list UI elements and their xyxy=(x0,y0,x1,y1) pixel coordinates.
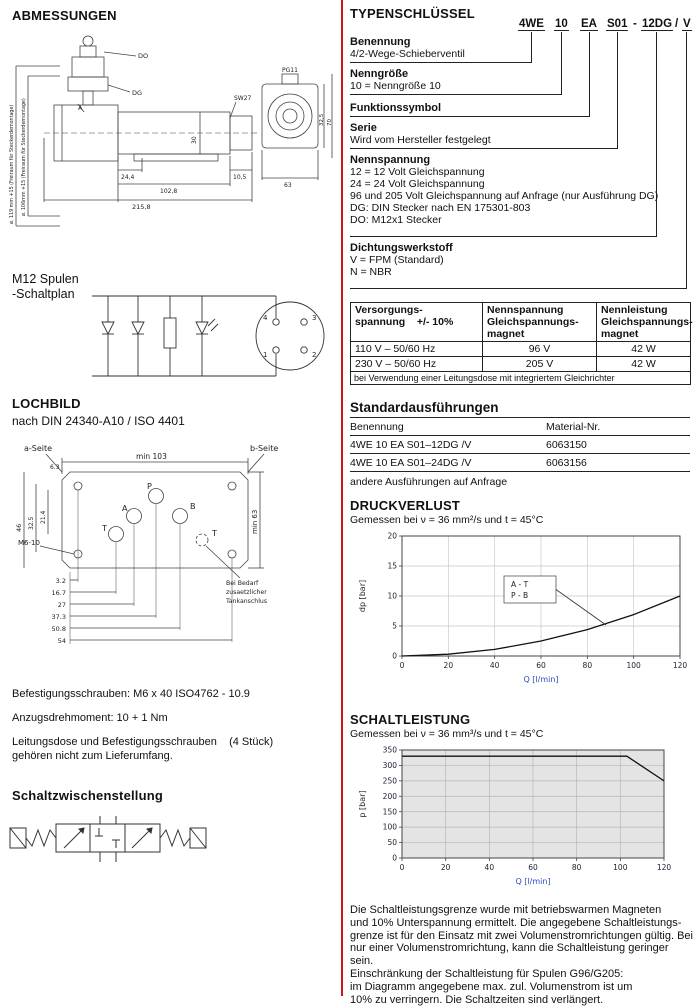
dim-label: 27 xyxy=(57,601,66,609)
pg11-label: PG11 xyxy=(282,67,298,74)
code-separator: - xyxy=(633,18,637,30)
dim-label: 70 xyxy=(327,119,333,126)
table-rule xyxy=(350,417,690,418)
nennspannung-line: DO: M12x1 Stecker xyxy=(350,214,442,226)
svg-text:250: 250 xyxy=(382,776,397,786)
schaltzwischenstellung-title: Schaltzwischenstellung xyxy=(12,788,164,803)
code-connector-line xyxy=(686,32,687,288)
svg-text:100: 100 xyxy=(613,863,628,872)
header-cell: magnet xyxy=(601,328,639,340)
svg-text:15: 15 xyxy=(387,561,397,571)
code-connector-line xyxy=(617,32,618,148)
lochbild-title: LOCHBILD xyxy=(12,396,81,411)
svg-text:20: 20 xyxy=(443,661,454,670)
standard-row-name: 4WE 10 EA S01–12DG /V xyxy=(350,439,472,451)
nennspannung-line: 96 und 205 Volt Gleichspannung auf Anfrage (nur Ausführung DG) xyxy=(350,190,659,202)
svg-text:40: 40 xyxy=(484,863,495,872)
pin-label: 3 xyxy=(312,314,317,322)
code-part-10: 10 xyxy=(555,18,568,30)
section-rule xyxy=(350,288,687,289)
table-rule xyxy=(350,435,690,436)
section-rule xyxy=(350,94,562,95)
dim-label: 32,5 xyxy=(319,113,325,126)
dim-label: 54 xyxy=(57,637,66,645)
svg-text:P - B: P - B xyxy=(511,591,529,600)
dim-label: 46 xyxy=(15,523,23,532)
svg-text:50: 50 xyxy=(387,838,397,848)
section-rule xyxy=(350,148,618,149)
header-cell: Nennleistung xyxy=(601,304,668,316)
freiraum-label: ø. 119 mm +15 (Freiraum für Steckerdemontage) xyxy=(10,104,15,224)
do-label: DO xyxy=(138,52,149,60)
nennspannung-line: 12 = 12 Volt Gleichspannung xyxy=(350,166,485,178)
m6-label: M6-10 xyxy=(18,539,40,547)
explanation-line: Die Schaltleistungsgrenze wurde mit betriebswarmen Magneten xyxy=(350,904,662,916)
standardausfuehrungen-title: Standardausführungen xyxy=(350,400,499,415)
port-label: T xyxy=(102,524,107,533)
header-cell: spannung +/- 10% xyxy=(355,316,454,328)
standard-note: andere Ausführungen auf Anfrage xyxy=(350,476,508,488)
explanation-line: im Diagramm angegebene max. zul. Volumenstrom ist um xyxy=(350,980,633,993)
svg-text:150: 150 xyxy=(382,807,397,817)
funktionssymbol-label: Funktionssymbol xyxy=(350,102,442,114)
code-part-4we: 4WE xyxy=(519,18,544,30)
voltage-table-header xyxy=(351,303,691,342)
dim-label: 21.4 xyxy=(40,510,47,524)
pin-label: 4 xyxy=(263,314,268,322)
section-rule xyxy=(350,116,590,117)
a-seite-label: a-Seite xyxy=(24,444,53,453)
code-part-12dg: 12DG xyxy=(642,18,673,30)
code-connector-line xyxy=(531,32,532,62)
svg-text:20: 20 xyxy=(387,531,397,541)
schaltleistung-subtitle: Gemessen bei ν = 36 mm³/s und t = 45°C xyxy=(350,728,544,740)
sw27-label: SW27 xyxy=(234,95,252,102)
dichtung-line: V = FPM (Standard) xyxy=(350,254,444,266)
svg-text:100: 100 xyxy=(626,661,641,670)
dim-label: 6.3 xyxy=(50,464,60,471)
column-divider xyxy=(341,0,343,996)
mounting-screws-note: Befestigungsschrauben: M6 x 40 ISO4762 - 10.9 xyxy=(12,688,250,700)
dim-label: 102,8 xyxy=(160,188,178,195)
port-label: B xyxy=(190,502,196,511)
dim-label: 63 xyxy=(284,182,292,189)
header-cell: Versorgungs- xyxy=(355,304,423,316)
header-cell: Gleichspannungs- xyxy=(487,316,579,328)
svg-text:Q [l/min]: Q [l/min] xyxy=(515,877,551,886)
tank-note-line: Bei Bedarf xyxy=(226,580,259,587)
dim-label: 37.3 xyxy=(51,613,66,621)
dichtung-line: N = NBR xyxy=(350,266,392,278)
voltage-table-footer xyxy=(351,372,691,385)
code-connector-line xyxy=(656,32,657,236)
standard-row-number: 6063150 xyxy=(546,439,587,451)
header-cell: Nennspannung xyxy=(487,304,564,316)
pin-label: 1 xyxy=(263,351,268,359)
svg-text:0: 0 xyxy=(399,661,405,670)
dim-label: 32.5 xyxy=(28,516,35,530)
cell: 42 W xyxy=(597,342,691,357)
code-connector-line xyxy=(589,32,590,116)
code-separator: / xyxy=(675,18,679,30)
cell: 205 V xyxy=(483,357,597,372)
a-label: A xyxy=(78,104,83,112)
scope-note-line2: gehören nicht zum Lieferumfang. xyxy=(12,750,173,762)
svg-text:60: 60 xyxy=(528,863,538,872)
svg-text:60: 60 xyxy=(536,661,546,670)
svg-text:0: 0 xyxy=(399,863,405,872)
m12-label-line2: -Schaltplan xyxy=(12,287,75,301)
dichtungswerkstoff-label: Dichtungswerkstoff xyxy=(350,242,453,254)
svg-text:100: 100 xyxy=(382,822,397,832)
nennspannung-line: DG: DIN Stecker nach EN 175301-803 xyxy=(350,202,531,214)
dim-label: min 103 xyxy=(136,452,167,461)
scope-note-line1: Leitungsdose und Befestigungsschrauben (4 Stück) xyxy=(12,736,274,748)
schaltleistung-explanation xyxy=(350,904,694,1006)
schaltleistung-chart xyxy=(354,744,690,902)
standard-col-materialnr: Material-Nr. xyxy=(546,421,601,433)
table-footnote: bei Verwendung einer Leitungsdose mit integriertem Gleichrichter xyxy=(351,372,691,385)
dim-label: 16.7 xyxy=(51,589,66,597)
nenngroesse-label: Nenngröße xyxy=(350,68,409,80)
voltage-table-row xyxy=(351,342,691,357)
druckverlust-chart xyxy=(354,530,690,706)
svg-text:p [bar]: p [bar] xyxy=(358,790,367,818)
torque-note: Anzugsdrehmoment: 10 + 1 Nm xyxy=(12,712,168,724)
svg-text:120: 120 xyxy=(672,661,688,670)
svg-text:350: 350 xyxy=(382,745,397,755)
dim-label: 3.2 xyxy=(55,577,66,585)
svg-text:80: 80 xyxy=(571,863,582,872)
svg-text:200: 200 xyxy=(382,791,397,801)
section-rule xyxy=(350,62,532,63)
lochbild-subtitle: nach DIN 24340-A10 / ISO 4401 xyxy=(12,414,185,428)
port-label: P xyxy=(147,482,152,491)
svg-text:40: 40 xyxy=(489,661,500,670)
valve-symbol xyxy=(4,810,214,868)
header-cell: magnet xyxy=(487,328,525,340)
tank-note-line: zusaetzlicher xyxy=(226,589,267,596)
benennung-text: 4/2-Wege-Schieberventil xyxy=(350,48,465,60)
svg-text:Q [l/min]: Q [l/min] xyxy=(523,675,559,684)
standard-col-benennung: Benennung xyxy=(350,421,404,433)
table-rule xyxy=(350,471,690,472)
svg-text:0: 0 xyxy=(392,651,397,661)
section-rule xyxy=(350,236,657,237)
dim-label: 24,4 xyxy=(121,174,135,181)
code-part-s01: S01 xyxy=(607,18,628,30)
svg-text:80: 80 xyxy=(582,661,593,670)
dim-label: 30 xyxy=(191,136,198,144)
header-cell: Gleichspannungs- xyxy=(601,316,693,328)
explanation-line: und 10% Unterspannung ermittelt. Die angegebene Schaltleistungs- xyxy=(350,916,682,929)
freiraum-label: ø. 106mm +15 (Freiraum für Steckerdemontage) xyxy=(22,98,27,216)
abmessungen-title: ABMESSUNGEN xyxy=(12,8,117,23)
voltage-table xyxy=(350,302,691,385)
dim-label: min 63 xyxy=(251,509,259,534)
port-label: A xyxy=(122,504,128,513)
pin-label: 2 xyxy=(312,351,317,359)
cell: 42 W xyxy=(597,357,691,372)
explanation-line: Einschränkung der Schaltleistung für Spulen G96/G205: xyxy=(350,967,624,980)
dim-label: 10,5 xyxy=(233,174,247,181)
voltage-table-row xyxy=(351,357,691,372)
dim-label: 215,8 xyxy=(132,203,151,211)
b-seite-label: b-Seite xyxy=(250,444,279,453)
explanation-line: grenze ist für den Einsatz mit zwei Volumenstromrichtungen gültig. Bei xyxy=(350,929,693,942)
standard-row-name: 4WE 10 EA S01–24DG /V xyxy=(350,457,472,469)
m12-label-line1: M12 Spulen xyxy=(12,272,79,286)
explanation-line: nur einer Volumenstromrichtung, kann die Schaltleistung geringer sein. xyxy=(350,942,669,968)
m12-circuit-diagram xyxy=(86,280,334,392)
svg-text:A - T: A - T xyxy=(511,580,529,589)
code-connector-line xyxy=(561,32,562,94)
nennspannung-label: Nennspannung xyxy=(350,154,431,166)
schaltleistung-title: SCHALTLEISTUNG xyxy=(350,712,471,727)
explanation-line: 10% zu verringern. Die Schaltzeiten sind verlängert. xyxy=(350,993,604,1006)
serie-text: Wird vom Hersteller festgelegt xyxy=(350,134,491,146)
code-part-v: V xyxy=(683,18,691,30)
cell: 96 V xyxy=(483,342,597,357)
svg-text:0: 0 xyxy=(392,853,397,863)
svg-text:20: 20 xyxy=(440,863,451,872)
nennspannung-line: 24 = 24 Volt Gleichspannung xyxy=(350,178,485,190)
druckverlust-title: DRUCKVERLUST xyxy=(350,498,461,513)
dg-label: DG xyxy=(132,89,143,97)
code-part-ea: EA xyxy=(581,18,597,30)
svg-text:120: 120 xyxy=(656,863,672,872)
nenngroesse-text: 10 = Nenngröße 10 xyxy=(350,80,441,92)
tank-note-line: Tankanschlus xyxy=(226,598,268,605)
dim-label: 50.8 xyxy=(51,625,66,633)
druckverlust-subtitle: Gemessen bei ν = 36 mm²/s und t = 45°C xyxy=(350,514,544,526)
table-rule xyxy=(350,453,690,454)
dimension-drawing xyxy=(4,28,338,240)
svg-text:300: 300 xyxy=(382,761,397,771)
svg-text:dp [bar]: dp [bar] xyxy=(358,579,367,613)
benennung-label: Benennung xyxy=(350,36,411,48)
left-column xyxy=(4,0,340,996)
port-label: T xyxy=(212,529,217,538)
standard-row-number: 6063156 xyxy=(546,457,587,469)
svg-text:5: 5 xyxy=(392,621,397,631)
cell: 110 V – 50/60 Hz xyxy=(351,342,483,357)
typenschluessel-title: TYPENSCHLÜSSEL xyxy=(350,6,475,21)
serie-label: Serie xyxy=(350,122,377,134)
svg-text:10: 10 xyxy=(387,591,397,601)
lochbild-drawing xyxy=(4,432,338,682)
right-column xyxy=(350,0,694,1006)
cell: 230 V – 50/60 Hz xyxy=(351,357,483,372)
